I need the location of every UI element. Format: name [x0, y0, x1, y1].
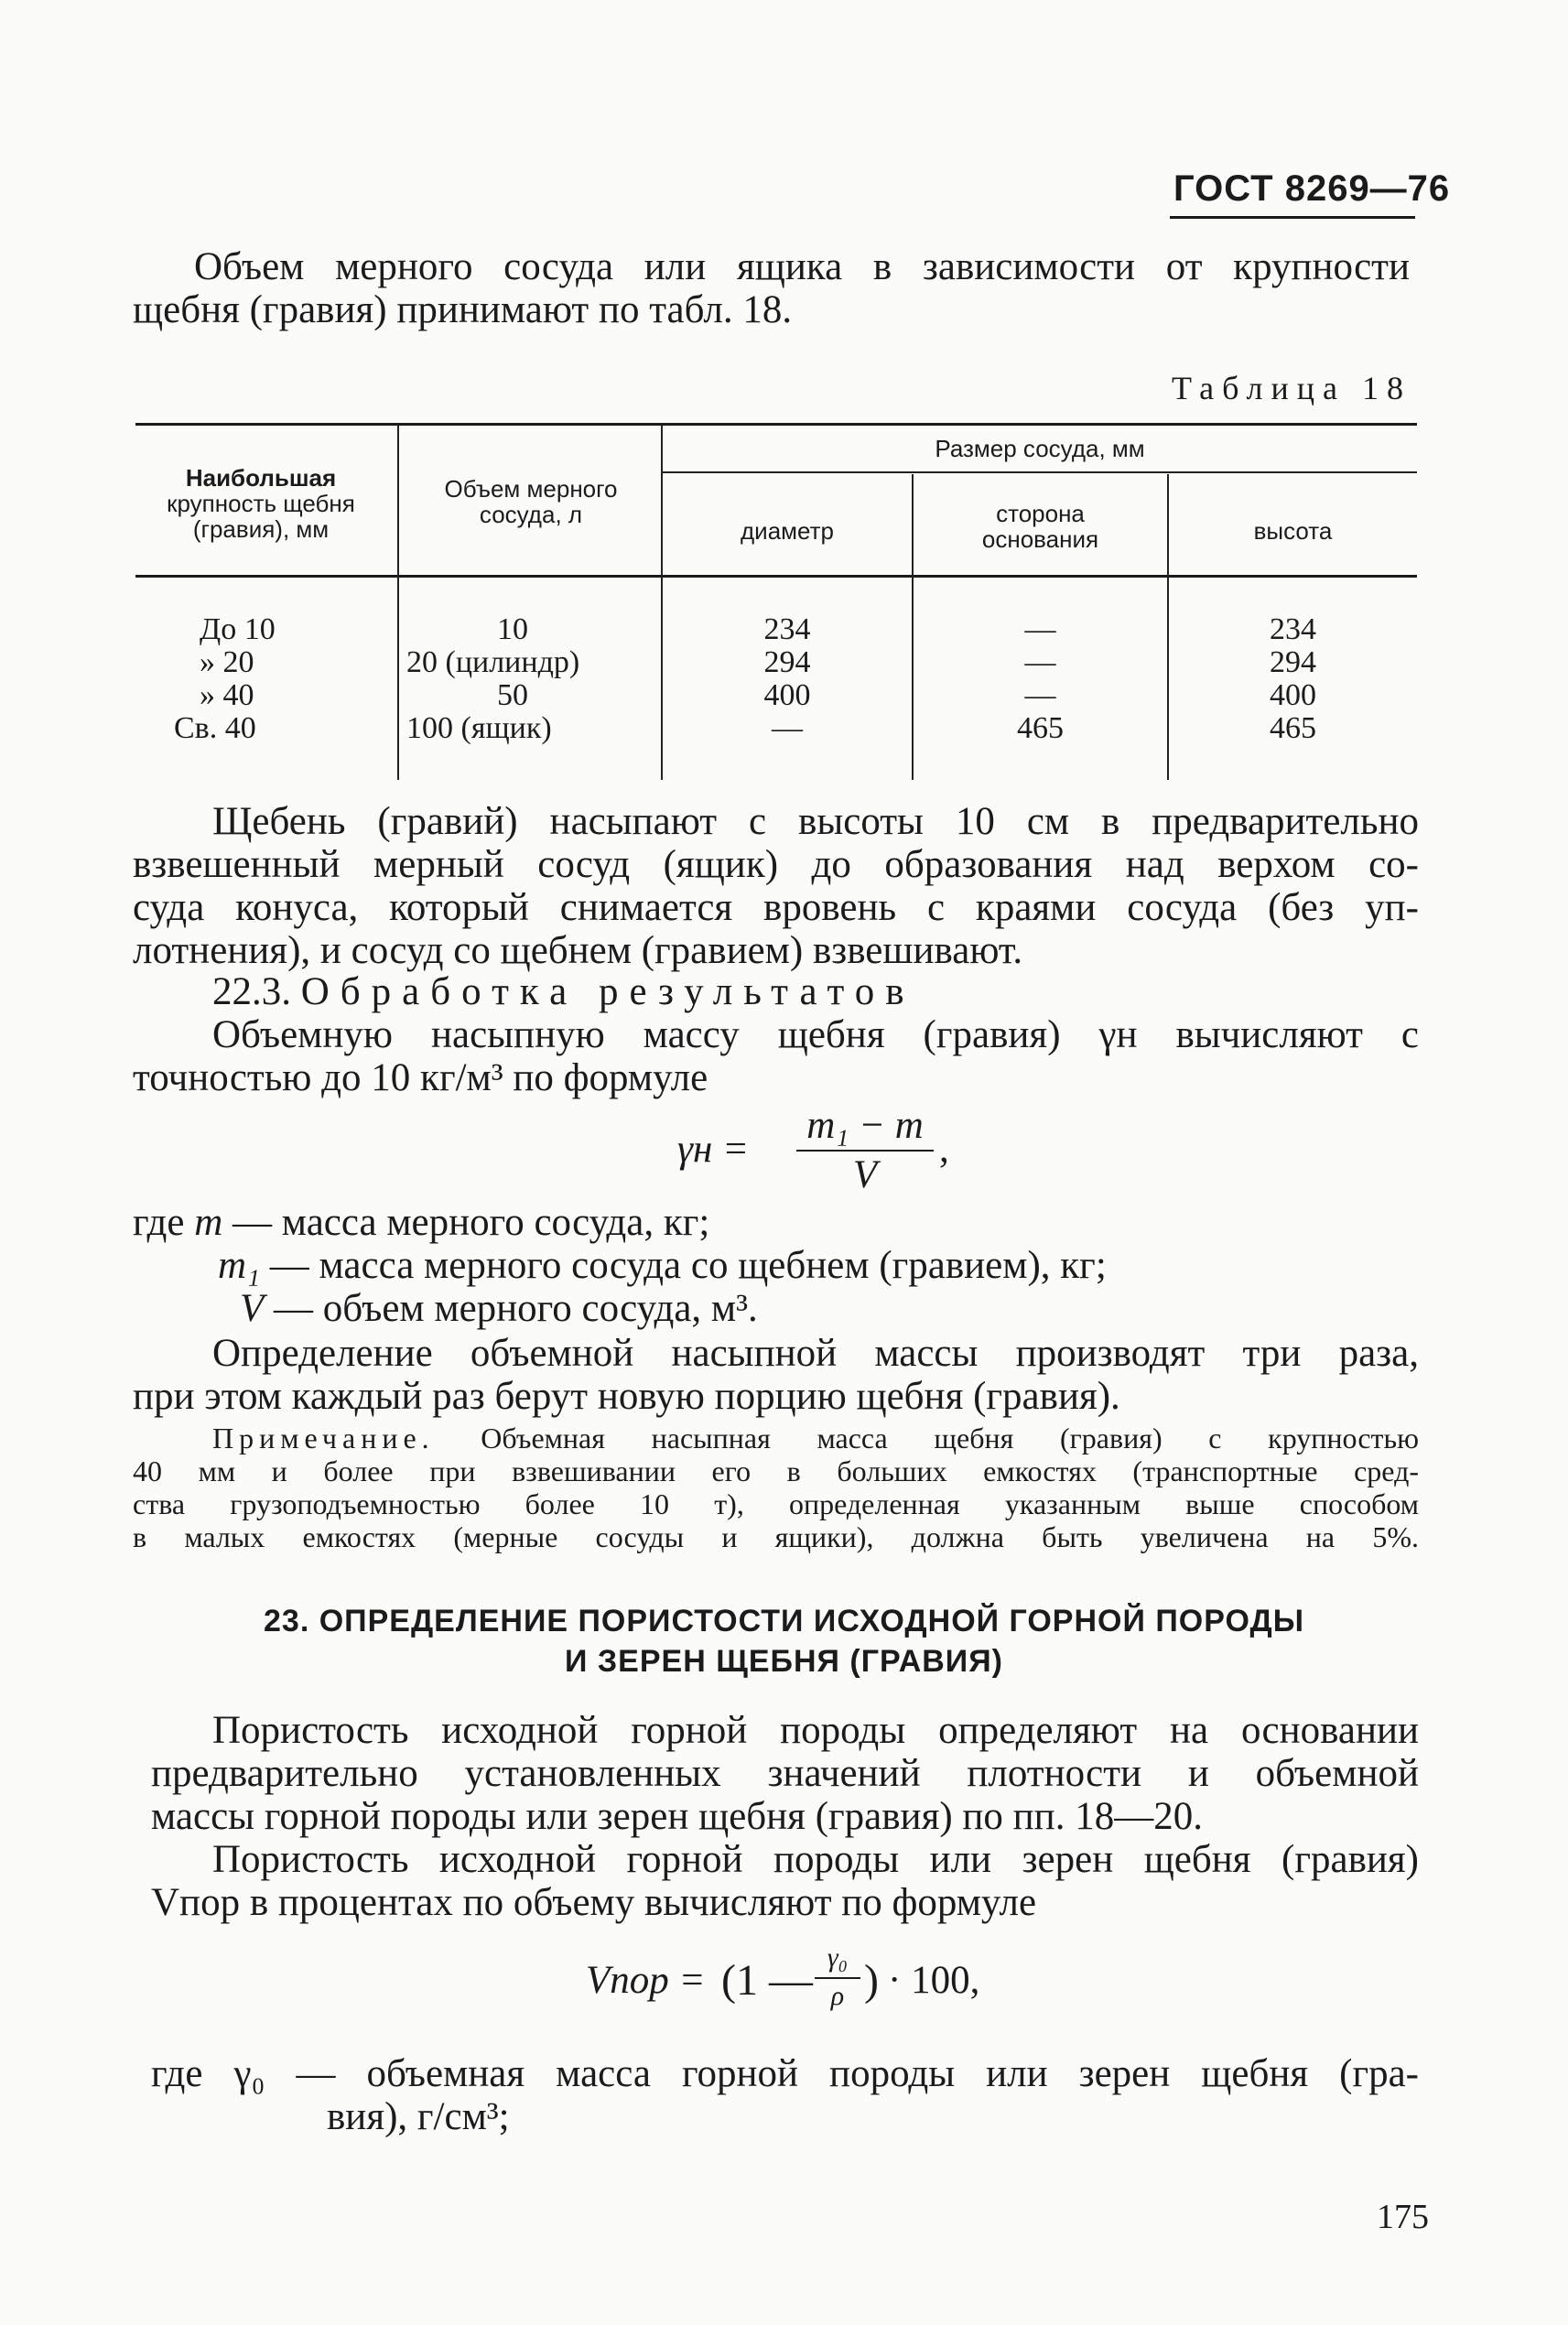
where-text: — масса мерного сосуда, кг; [222, 1201, 710, 1244]
table-caption: Таблица 18 [1172, 370, 1411, 406]
cell-side: — [1024, 612, 1056, 646]
where2-line-2: вия), г/см³; [327, 2095, 510, 2138]
cell-size: Св. 40 [174, 711, 256, 745]
col-divider-1 [397, 425, 399, 780]
para-compute-line-1: Объемную насыпную массу щебня (гравия) γн вычисляют с [212, 1013, 1419, 1056]
col-header-diameter: диаметр [741, 517, 834, 545]
para-fill-line-2: взвешенный мерный сосуд (ящик) до образования над верхом со- [133, 843, 1419, 886]
where-line [240, 1287, 758, 1330]
cell-side: — [1024, 645, 1056, 679]
para-fill-line-4: лотнения), и сосуд со щебнем (гравием) взвешивают. [133, 929, 1023, 972]
standard-code: ГОСТ 8269—76 [1173, 168, 1451, 209]
para-fill-line-3: суда конуса, который снимается вровень с краями сосуда (без уп- [133, 886, 1419, 929]
section-22-3-heading [212, 970, 915, 1013]
where-symbol: m [194, 1201, 223, 1244]
where-line [218, 1244, 1107, 1287]
cell-volume: 10 [497, 612, 528, 646]
where-text: — объем мерного сосуда, м³. [264, 1287, 758, 1330]
formula-numerator: γ₀ [827, 1942, 849, 1973]
header-text: сосуда, л [479, 501, 583, 528]
para-repeat-line-1: Определение объемной насыпной массы производят три раза, [212, 1332, 1419, 1375]
formula-close: ) [864, 1956, 879, 2005]
para-fill-line-1: Щебень (гравий) насыпают с высоты 10 см в предварительно [212, 800, 1419, 843]
where-text: — масса мерного сосуда со щебнем (гравием), кг; [260, 1244, 1107, 1287]
cell-size: » 20 [200, 645, 254, 679]
header-text: основания [981, 525, 1099, 553]
cell-size: » 40 [200, 678, 254, 712]
col-header-group: Размер сосуда, мм [935, 435, 1145, 462]
cell-diameter: 234 [763, 612, 811, 646]
where-prefix: где [133, 1201, 195, 1244]
formula-lhs: Vпор = [586, 1959, 706, 2002]
header-text: (гравия), мм [192, 515, 330, 543]
formula-trail: , [939, 1128, 949, 1171]
col-header-side [914, 501, 1167, 552]
para-porosity-line-3: массы горной породы или зерен щебня (гравия) по пп. 18—20. [151, 1795, 1203, 1838]
header-text: сторона [996, 500, 1085, 527]
col-header-volume [403, 476, 659, 527]
header-text: Наибольшая [185, 464, 337, 492]
note-line-2: 40 мм и более при взвешивании его в больших емкостях (транспортные сред- [133, 1454, 1419, 1487]
cell-height: 465 [1270, 711, 1316, 745]
formula-density [677, 1104, 970, 1201]
para-porosity2-line-1: Пористость исходной горной породы или зерен щебня (гравия) [212, 1838, 1419, 1881]
formula-porosity [586, 1939, 1044, 2030]
note-line-1 [212, 1422, 1419, 1454]
cell-height: 294 [1270, 645, 1316, 679]
cell-size: До 10 [200, 612, 276, 646]
para-compute-line-2: точностью до 10 кг/м³ по формуле [133, 1056, 708, 1099]
table-header-rule [135, 575, 1417, 578]
header-rule [1170, 216, 1415, 219]
formula-denominator: ρ [830, 1981, 845, 2011]
note-line-3: ства грузоподъемностью более 10 т), определенная указанным выше способом [133, 1487, 1419, 1520]
note-line-4: в малых емкостях (мерные сосуды и ящики), должна быть увеличена на 5%. [133, 1520, 1419, 1553]
col-header-size [128, 465, 394, 542]
where2-line-1: где γ₀ — объемная масса горной породы или зерен щебня (гра- [151, 2052, 1419, 2095]
cell-height: 234 [1270, 612, 1316, 646]
intro-line-2: щебня (гравия) принимают по табл. 18. [133, 288, 793, 331]
col-header-height: высота [1253, 517, 1333, 545]
fraction-bar [796, 1150, 934, 1152]
section-23-heading-line-1: 23. ОПРЕДЕЛЕНИЕ ПОРИСТОСТИ ИСХОДНОЙ ГОРНОЙ ПОРОДЫ [264, 1604, 1304, 1638]
formula-mult: · 100, [888, 1959, 980, 2002]
section-23-heading-line-2: И ЗЕРЕН ЩЕБНЯ (ГРАВИЯ) [564, 1644, 1003, 1679]
cell-volume: 100 (ящик) [406, 711, 552, 745]
where-line [133, 1201, 709, 1244]
para-porosity-line-2: предварительно установленных значений плотности и объемной [151, 1752, 1419, 1795]
page-number: 175 [1377, 2198, 1429, 2236]
section-title: Обработка результатов [300, 970, 915, 1013]
group-subrule [663, 471, 1417, 473]
formula-lhs: γн = [677, 1128, 750, 1171]
cell-volume: 20 (цилиндр) [406, 645, 580, 679]
formula-denominator: V [852, 1153, 878, 1196]
fraction-bar [815, 1977, 860, 1979]
header-text: крупность щебня [167, 490, 355, 517]
cell-diameter: 400 [763, 678, 811, 712]
cell-diameter: 294 [763, 645, 811, 679]
intro-line-1: Объем мерного сосуда или ящика в зависимости от крупности [194, 245, 1410, 288]
note-text: Объемная насыпная масса щебня (гравия) с крупностью [434, 1422, 1419, 1454]
cell-volume: 50 [497, 678, 528, 712]
para-repeat-line-2: при этом каждый раз берут новую порцию щебня (гравия). [133, 1375, 1120, 1418]
table-top-rule [135, 423, 1417, 426]
header-text: Объем мерного [444, 475, 618, 503]
cell-side: — [1024, 678, 1056, 712]
cell-side: 465 [1017, 711, 1064, 745]
cell-height: 400 [1270, 678, 1316, 712]
formula-numerator: m₁ − m [806, 1104, 924, 1147]
para-porosity2-line-2: Vпор в процентах по объему вычисляют по формуле [151, 1881, 1037, 1924]
cell-diameter: — [772, 711, 803, 745]
where-symbol: m₁ [218, 1244, 261, 1287]
where-symbol: V [240, 1287, 265, 1330]
formula-open: (1 — [721, 1956, 813, 2005]
section-number: 22.3. [212, 970, 291, 1013]
note-label: Примечание. [212, 1422, 435, 1454]
para-porosity-line-1: Пористость исходной горной породы определяют на основании [212, 1709, 1419, 1752]
